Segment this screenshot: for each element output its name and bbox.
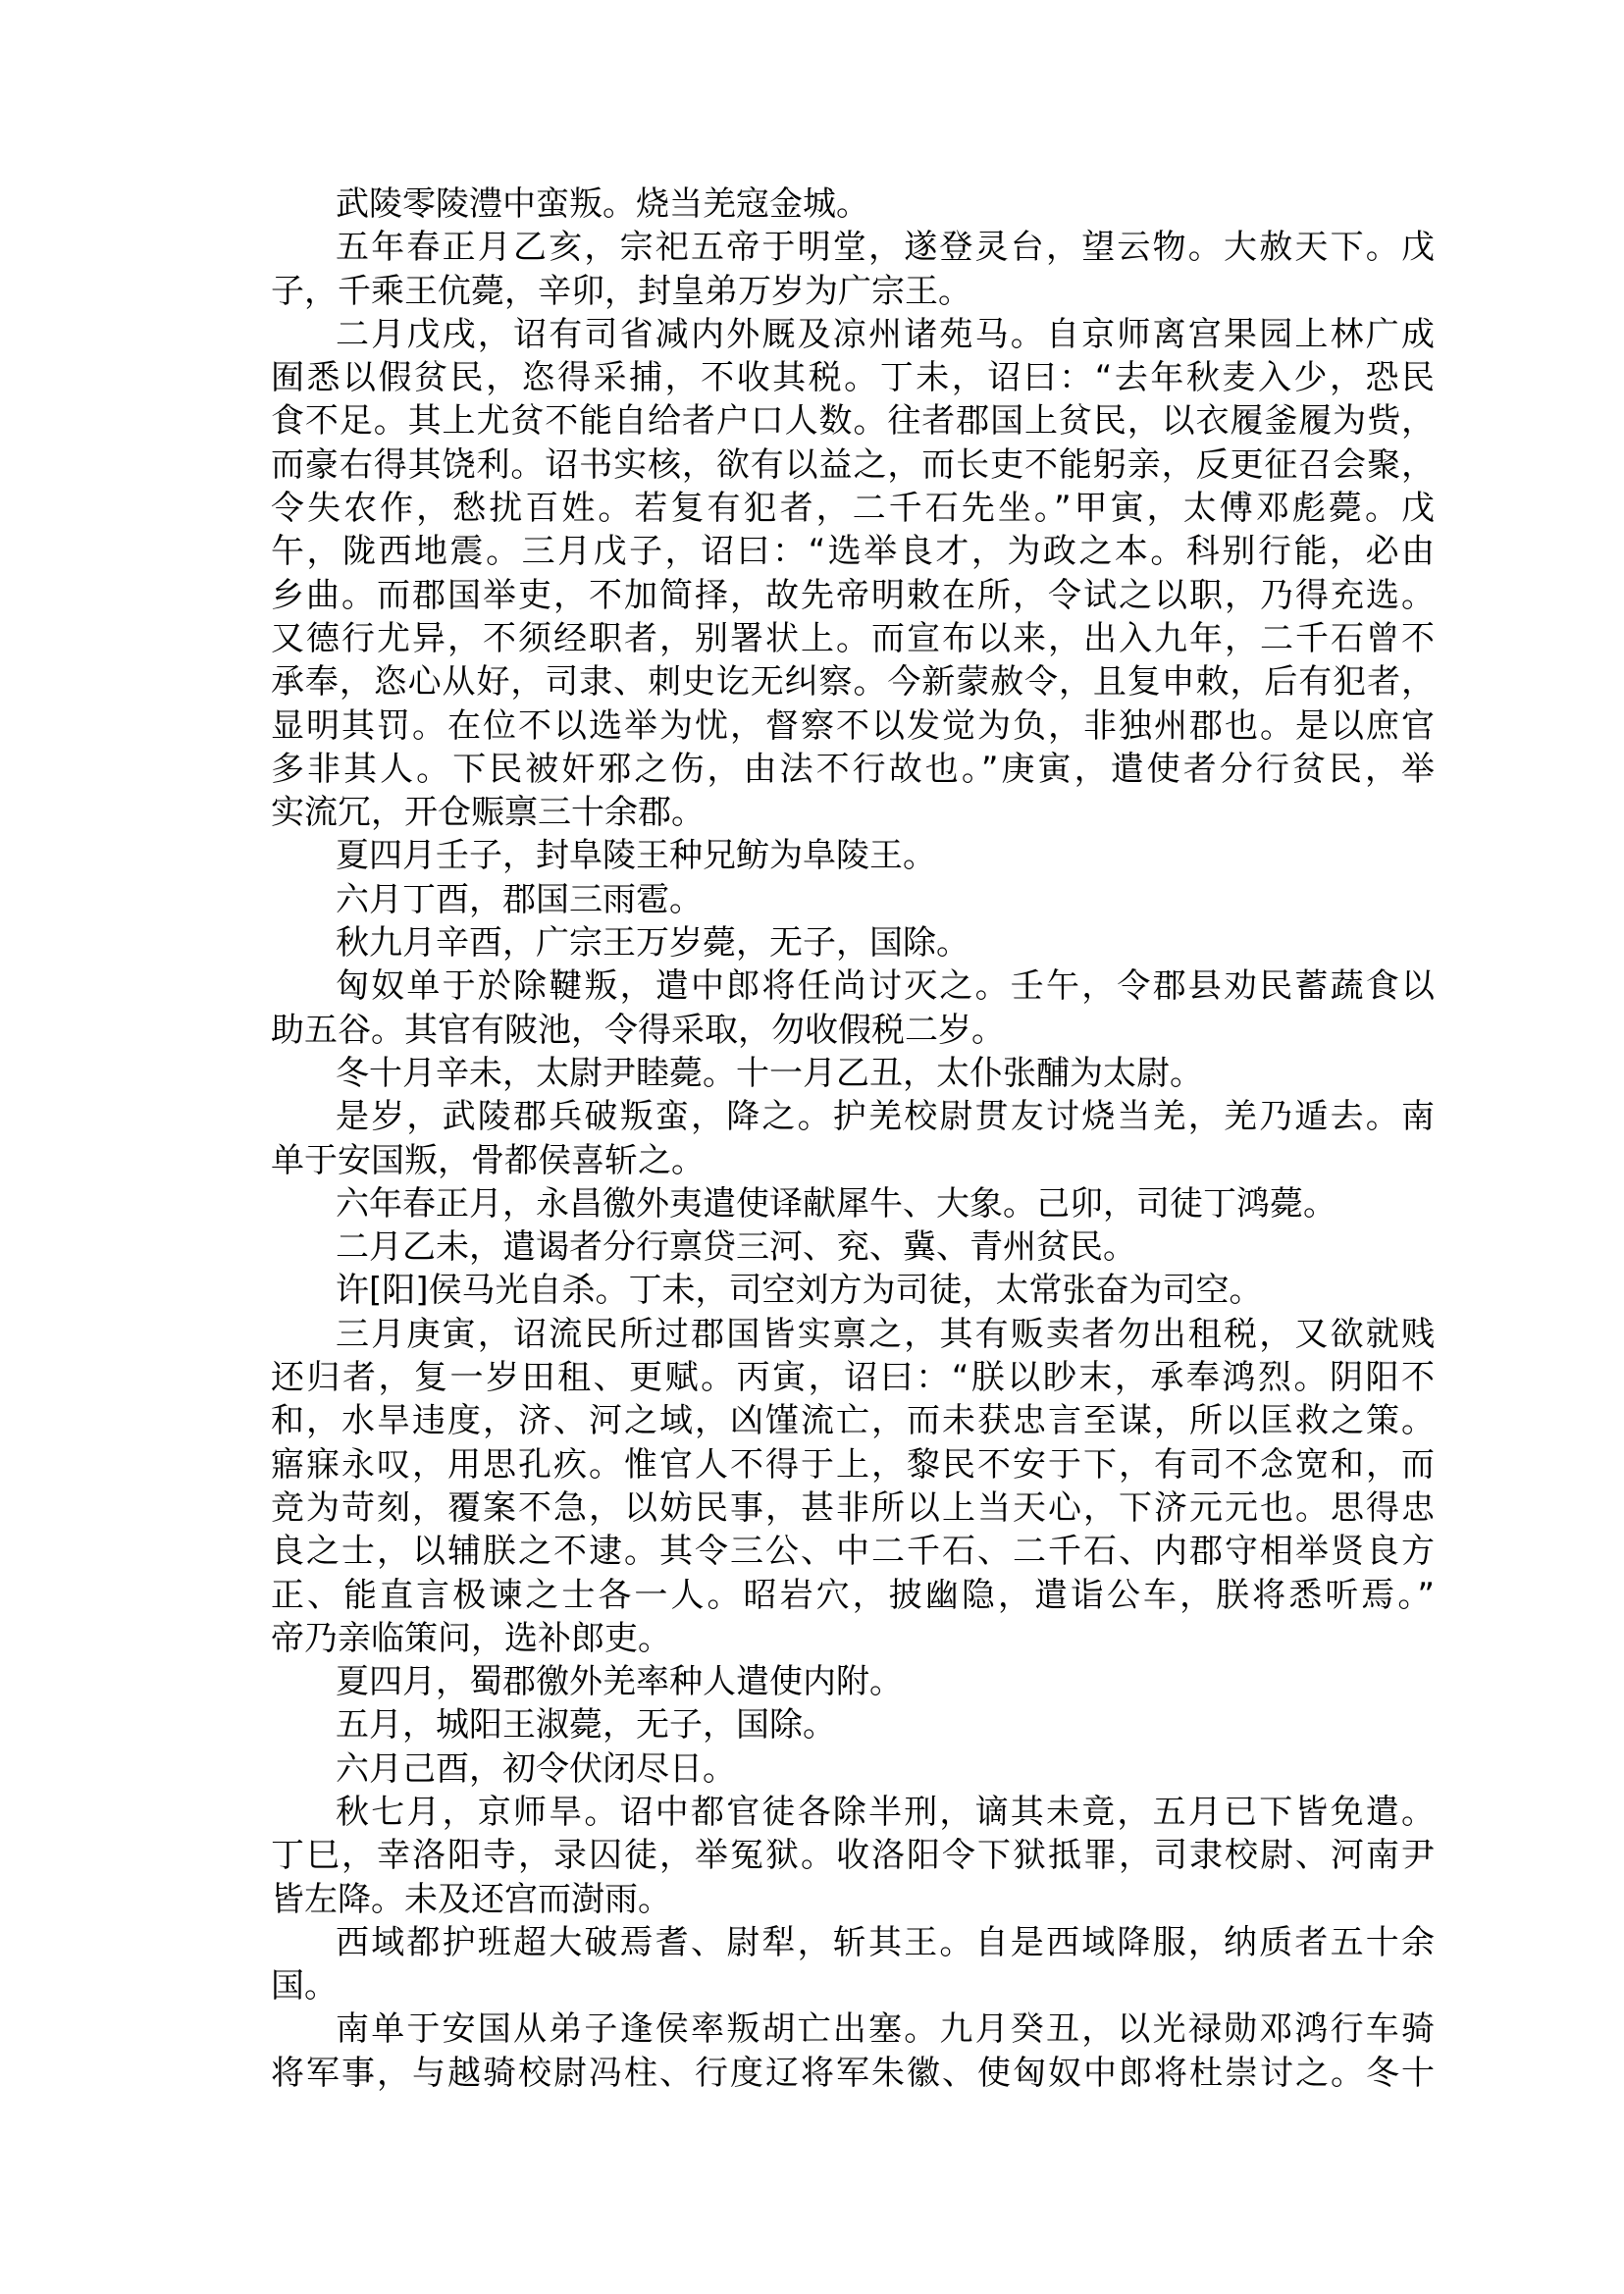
paragraph	[271, 1052, 1435, 1095]
text-line: 助五谷。其官有陂池，令得采取，勿收假税二岁。	[271, 1010, 1005, 1050]
paragraph	[271, 834, 1435, 877]
paragraph	[271, 2007, 1435, 2095]
text-line: 良之士，以辅朕之不逮。其令三公、中二千石、二千石、内郡守相举贤良方	[271, 1532, 1435, 1572]
text-line: 子，千乘王伉薨，辛卯，封皇弟万岁为广宗王。	[271, 271, 971, 311]
text-line: 夏四月，蜀郡徼外羌率种人遣使内附。	[336, 1662, 903, 1702]
text-line: 而豪右得其饶利。诏书实核，欲有以益之，而长吏不能躬亲，反更征召会聚，	[271, 444, 1435, 485]
text-line: 寤寐永叹，用思孔疚。惟官人不得于上，黎民不安于下，有司不念宽和，而	[271, 1444, 1435, 1485]
text-line: 又德行尤异，不须经职者，别署状上。而宣布以来，出入九年，二千石曾不	[271, 618, 1435, 658]
text-line: 六年春正月，永昌徼外夷遣使译献犀牛、大象。己卯，司徒丁鸿薨。	[336, 1183, 1336, 1224]
paragraph	[271, 182, 1435, 226]
text-line: 午，陇西地震。三月戊子，诏曰：“选举良才，为政之本。科别行能，必由	[271, 532, 1435, 572]
text-line: 多非其人。下民被奸邪之伤，由法不行故也。”庚寅，遣使者分行贫民，举	[271, 749, 1435, 789]
text-line: 囿悉以假贫民，恣得采捕，不收其税。丁未，诏曰：“去年秋麦入少，恐民	[271, 358, 1435, 398]
text-line: 夏四月壬子，封阜陵王种兄鲂为阜陵王。	[336, 836, 936, 876]
text-line: 承奉，恣心从好，司隶、刺史讫无纠察。今新蒙赦令，且复申敕，后有犯者，	[271, 662, 1435, 703]
paragraph	[271, 226, 1435, 313]
text-line: 二月乙未，遣谒者分行禀贷三河、兖、冀、青州贫民。	[336, 1227, 1136, 1268]
text-line: 将军事，与越骑校尉冯柱、行度辽将军朱徽、使匈奴中郎将杜崇讨之。冬十	[271, 2053, 1435, 2093]
text-line: 还归者，复一岁田租、更赋。丙寅，诏曰：“朕以眇末，承奉鸿烈。阴阳不	[271, 1358, 1435, 1398]
text-line: 显明其罚。在位不以选举为忧，督察不以发觉为负，非独州郡也。是以庶官	[271, 705, 1435, 746]
paragraph	[271, 965, 1435, 1052]
text-line: 五年春正月乙亥，宗祀五帝于明堂，遂登灵台，望云物。大赦天下。戊	[336, 228, 1435, 268]
text-line: 国。	[271, 1966, 338, 2007]
text-line: 竞为苛刻，覆案不急，以妨民事，甚非所以上当天心，下济元元也。思得忠	[271, 1487, 1435, 1528]
paragraph	[271, 1225, 1435, 1269]
paragraph	[271, 1182, 1435, 1225]
text-line: 皆左降。未及还宫而澍雨。	[271, 1879, 671, 1919]
paragraph	[271, 1095, 1435, 1182]
paragraph	[271, 1747, 1435, 1791]
text-line: 西域都护班超大破焉耆、尉犁，斩其王。自是西域降服，纳质者五十余	[336, 1922, 1435, 1962]
paragraph	[271, 313, 1435, 835]
text-line: 许[阳]侯马光自杀。丁未，司空刘方为司徒，太常张奋为司空。	[336, 1271, 1263, 1311]
paragraph	[271, 1703, 1435, 1747]
text-line: 帝乃亲临策问，选补郎吏。	[271, 1618, 671, 1658]
text-line: 秋九月辛酉，广宗王万岁薨，无子，国除。	[336, 923, 969, 964]
paragraph	[271, 1791, 1435, 1921]
text-line: 匈奴单于於除鞬叛，遣中郎将任尚讨灭之。壬午，令郡县劝民蓄蔬食以	[336, 966, 1435, 1007]
text-line: 正、能直言极谏之士各一人。昭岩穴，披幽隐，遣诣公车，朕将悉听焉。”	[271, 1575, 1435, 1615]
text-line: 三月庚寅，诏流民所过郡国皆实禀之，其有贩卖者勿出租税，又欲就贱	[336, 1314, 1435, 1354]
text-line: 是岁，武陵郡兵破叛蛮，降之。护羌校尉贯友讨烧当羌，羌乃遁去。南	[336, 1097, 1435, 1137]
text-line: 单于安国叛，骨都侯喜斩之。	[271, 1140, 705, 1180]
paragraph	[271, 1269, 1435, 1312]
text-line: 和，水旱违度，济、河之域，凶馑流亡，而未获忠言至谋，所以匡救之策。	[271, 1401, 1435, 1441]
paragraph	[271, 1313, 1435, 1660]
paragraph	[271, 1921, 1435, 2008]
text-line: 六月丁酉，郡国三雨雹。	[336, 879, 703, 919]
text-line: 二月戊戌，诏有司省减内外厩及凉州诸苑马。自京师离宫果园上林广成	[336, 314, 1435, 354]
paragraph	[271, 878, 1435, 921]
text-line: 五月，城阳王淑薨，无子，国除。	[336, 1705, 836, 1746]
text-line: 武陵零陵澧中蛮叛。烧当羌寇金城。	[336, 184, 869, 224]
text-line: 冬十月辛未，太尉尹睦薨。十一月乙丑，太仆张酺为太尉。	[336, 1053, 1203, 1093]
paragraph	[271, 921, 1435, 965]
text-line: 南单于安国从弟子逢侯率叛胡亡出塞。九月癸丑，以光禄勋邓鸿行车骑	[336, 2009, 1435, 2050]
text-line: 秋七月，京师旱。诏中都官徒各除半刑，谪其未竟，五月已下皆免遣。	[336, 1792, 1435, 1832]
text-line: 令失农作，愁扰百姓。若复有犯者，二千石先坐。”甲寅，太傅邓彪薨。戊	[271, 489, 1435, 529]
paragraph	[271, 1660, 1435, 1703]
text-line: 乡曲。而郡国举吏，不加简择，故先帝明敕在所，令试之以职，乃得充选。	[271, 575, 1435, 615]
text-line: 丁巳，幸洛阳寺，录囚徒，举冤狱。收洛阳令下狱抵罪，司隶校尉、河南尹	[271, 1836, 1435, 1876]
text-line: 实流冗，开仓赈禀三十余郡。	[271, 793, 705, 833]
text-line: 六月己酉，初令伏闭尽日。	[336, 1748, 736, 1789]
text-line: 食不足。其上尤贫不能自给者户口人数。往者郡国上贫民，以衣履釜履为赀，	[271, 401, 1435, 442]
text-block	[271, 182, 1435, 2095]
